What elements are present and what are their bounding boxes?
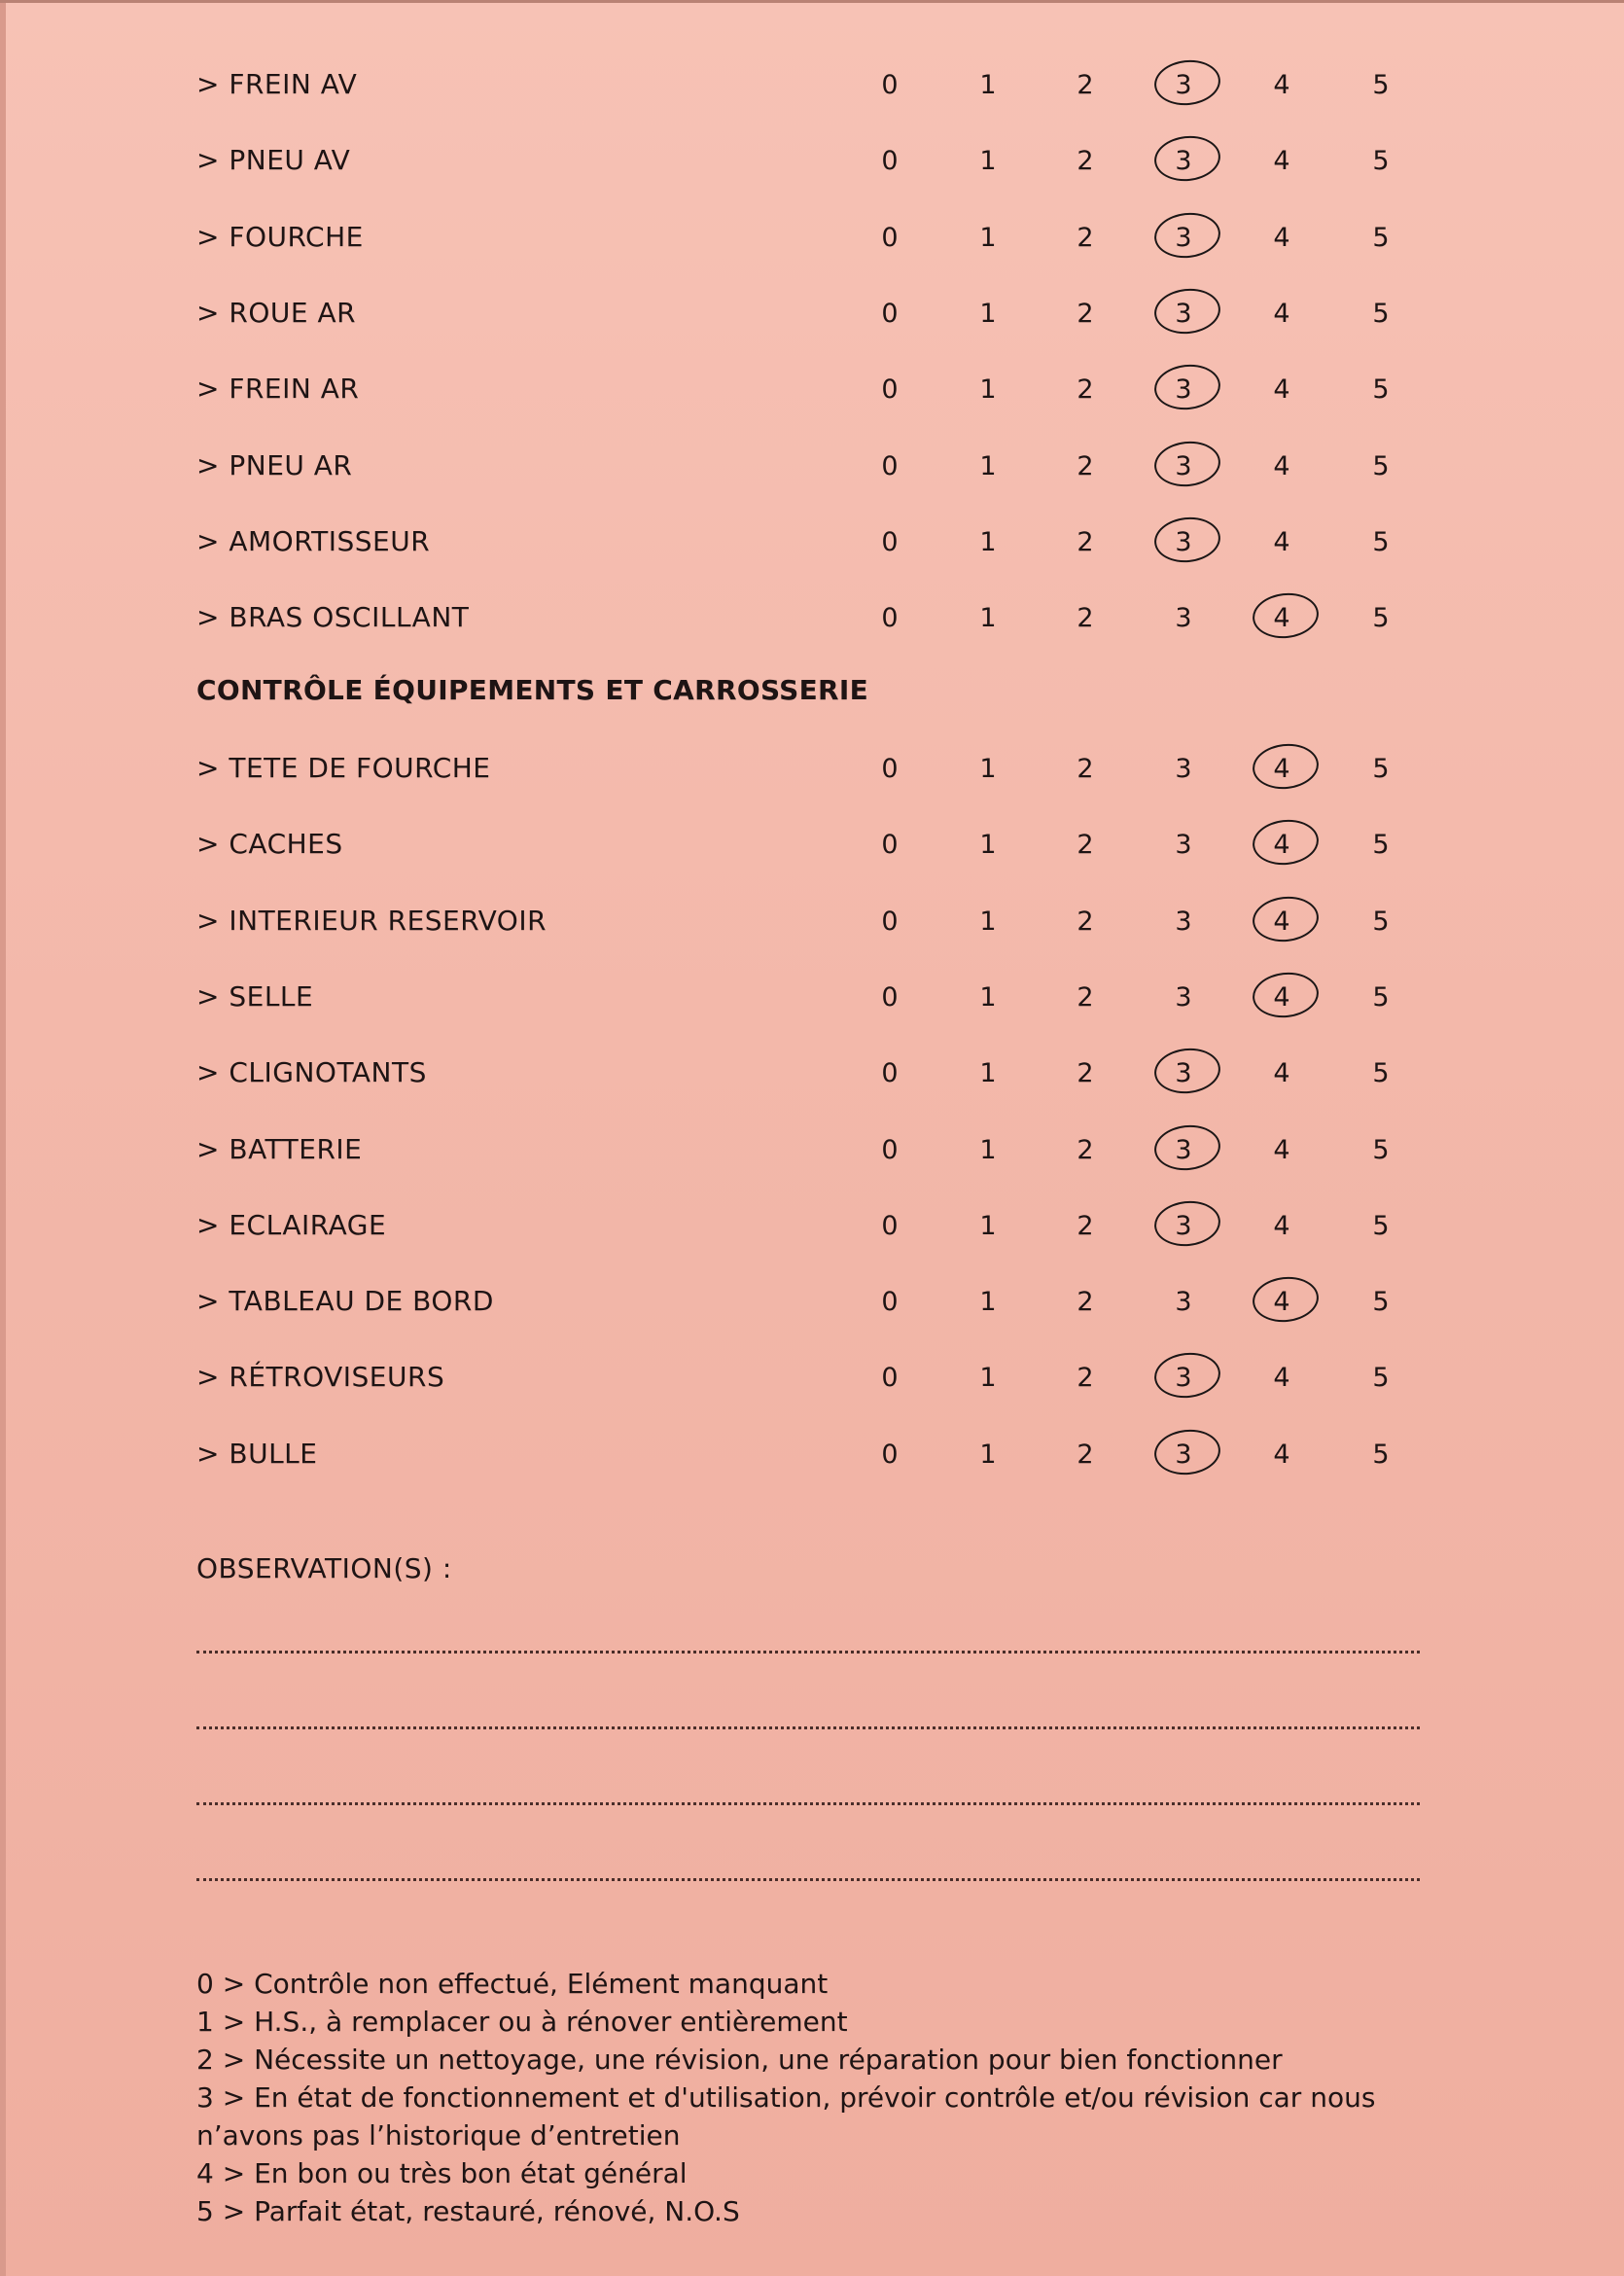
handwritten-circle-mark	[1152, 285, 1222, 337]
legend-item: 0 > Contrôle non effectué, Elément manquant	[196, 1968, 829, 2000]
rating-option-5[interactable]: 5	[1372, 146, 1390, 177]
rating-option-2[interactable]: 2	[1077, 906, 1094, 937]
rating-option-0[interactable]: 0	[881, 1058, 899, 1089]
rating-option-4[interactable]: 4	[1273, 603, 1290, 634]
handwritten-circle-mark	[1152, 438, 1222, 489]
checklist-item-label: > FOURCHE	[196, 220, 364, 253]
rating-option-0[interactable]: 0	[881, 754, 899, 784]
rating-option-3[interactable]: 3	[1175, 146, 1192, 177]
rating-option-1[interactable]: 1	[979, 450, 997, 481]
rating-option-5[interactable]: 5	[1372, 1439, 1390, 1470]
rating-option-4[interactable]: 4	[1273, 1134, 1290, 1165]
handwritten-circle-mark	[1251, 741, 1321, 793]
rating-option-2[interactable]: 2	[1077, 1363, 1094, 1394]
rating-option-5[interactable]: 5	[1372, 830, 1390, 861]
rating-option-2[interactable]: 2	[1077, 754, 1094, 784]
handwritten-circle-mark	[1152, 1426, 1222, 1477]
handwritten-circle-mark	[1152, 1121, 1222, 1173]
rating-option-1[interactable]: 1	[979, 981, 997, 1013]
rating-option-5[interactable]: 5	[1372, 374, 1390, 406]
rating-option-4[interactable]: 4	[1273, 1210, 1290, 1241]
legend-item: 4 > En bon ou très bon état général	[196, 2157, 688, 2189]
checklist-item-label: > SELLE	[196, 979, 314, 1013]
checklist-item-label: > INTERIEUR RESERVOIR	[196, 904, 547, 937]
rating-option-4[interactable]: 4	[1273, 1058, 1290, 1089]
rating-option-4[interactable]: 4	[1273, 222, 1290, 253]
rating-option-2[interactable]: 2	[1077, 1210, 1094, 1241]
rating-option-1[interactable]: 1	[979, 1287, 997, 1318]
checklist-row	[0, 1045, 1624, 1103]
rating-option-0[interactable]: 0	[881, 298, 899, 329]
checklist-row	[0, 56, 1624, 115]
checklist-row	[0, 740, 1624, 799]
legend-item: 5 > Parfait état, restauré, rénové, N.O.S	[196, 2195, 740, 2227]
handwritten-circle-mark	[1152, 1197, 1222, 1249]
rating-option-1[interactable]: 1	[979, 374, 997, 406]
rating-option-1[interactable]: 1	[979, 1134, 997, 1165]
rating-option-5[interactable]: 5	[1372, 1363, 1390, 1394]
observation-line[interactable]	[196, 1726, 1420, 1729]
legend-item: 1 > H.S., à remplacer ou à rénover entièrement	[196, 2006, 848, 2038]
rating-option-5[interactable]: 5	[1372, 298, 1390, 329]
checklist-row	[0, 1273, 1624, 1332]
checklist-item-label: > FREIN AR	[196, 373, 360, 406]
checklist-item-label: > FREIN AV	[196, 68, 358, 100]
rating-option-5[interactable]: 5	[1372, 981, 1390, 1013]
rating-option-1[interactable]: 1	[979, 1439, 997, 1470]
rating-option-4[interactable]: 4	[1273, 906, 1290, 937]
checklist-row	[0, 209, 1624, 267]
checklist-item-label: > PNEU AR	[196, 448, 353, 481]
checklist-item-label: > BULLE	[196, 1437, 318, 1470]
rating-option-0[interactable]: 0	[881, 1134, 899, 1165]
rating-option-4[interactable]: 4	[1273, 146, 1290, 177]
checklist-row	[0, 514, 1624, 572]
rating-option-0[interactable]: 0	[881, 1287, 899, 1318]
rating-option-4[interactable]: 4	[1273, 830, 1290, 861]
rating-option-2[interactable]: 2	[1077, 374, 1094, 406]
rating-option-4[interactable]: 4	[1273, 1287, 1290, 1318]
rating-option-0[interactable]: 0	[881, 374, 899, 406]
rating-option-3[interactable]: 3	[1175, 754, 1192, 784]
checklist-row	[0, 893, 1624, 951]
rating-option-0[interactable]: 0	[881, 450, 899, 481]
checklist-row	[0, 438, 1624, 496]
handwritten-circle-mark	[1152, 57, 1222, 109]
rating-option-3[interactable]: 3	[1175, 906, 1192, 937]
rating-option-2[interactable]: 2	[1077, 830, 1094, 861]
rating-option-1[interactable]: 1	[979, 830, 997, 861]
rating-option-3[interactable]: 3	[1175, 1058, 1192, 1089]
rating-option-3[interactable]: 3	[1175, 1439, 1192, 1470]
rating-option-1[interactable]: 1	[979, 1058, 997, 1089]
rating-option-3[interactable]: 3	[1175, 981, 1192, 1013]
rating-legend	[196, 1965, 1422, 2230]
checklist-item-label: > BRAS OSCILLANT	[196, 601, 470, 634]
rating-option-5[interactable]: 5	[1372, 70, 1390, 100]
rating-option-2[interactable]: 2	[1077, 1287, 1094, 1318]
checklist-row	[0, 589, 1624, 648]
rating-option-0[interactable]: 0	[881, 70, 899, 100]
observation-line[interactable]	[196, 1802, 1420, 1805]
rating-option-3[interactable]: 3	[1175, 374, 1192, 406]
rating-option-1[interactable]: 1	[979, 298, 997, 329]
rating-option-3[interactable]: 3	[1175, 1363, 1192, 1394]
handwritten-circle-mark	[1251, 590, 1321, 642]
rating-option-4[interactable]: 4	[1273, 374, 1290, 406]
rating-option-1[interactable]: 1	[979, 1210, 997, 1241]
rating-option-2[interactable]: 2	[1077, 222, 1094, 253]
rating-option-0[interactable]: 0	[881, 1439, 899, 1470]
rating-option-5[interactable]: 5	[1372, 603, 1390, 634]
rating-option-5[interactable]: 5	[1372, 1058, 1390, 1089]
rating-option-2[interactable]: 2	[1077, 146, 1094, 177]
rating-option-3[interactable]: 3	[1175, 603, 1192, 634]
rating-option-5[interactable]: 5	[1372, 754, 1390, 784]
legend-item: 3 > En état de fonctionnement et d'utilisation, prévoir contrôle et/ou révision car nous n’avons pas l’historique d’entretien	[196, 2081, 1376, 2152]
rating-option-0[interactable]: 0	[881, 906, 899, 937]
observation-line[interactable]	[196, 1878, 1420, 1881]
checklist-row	[0, 1349, 1624, 1407]
checklist-item-label: > TABLEAU DE BORD	[196, 1285, 494, 1318]
checklist-item-label: > AMORTISSEUR	[196, 524, 431, 557]
rating-option-5[interactable]: 5	[1372, 906, 1390, 937]
rating-option-4[interactable]: 4	[1273, 754, 1290, 784]
checklist-row	[0, 285, 1624, 343]
rating-option-0[interactable]: 0	[881, 1363, 899, 1394]
rating-option-5[interactable]: 5	[1372, 1210, 1390, 1241]
section-heading-equipment: CONTRÔLE ÉQUIPEMENTS ET CARROSSERIE	[196, 674, 869, 706]
rating-option-1[interactable]: 1	[979, 526, 997, 557]
rating-option-3[interactable]: 3	[1175, 1210, 1192, 1241]
rating-option-5[interactable]: 5	[1372, 450, 1390, 481]
rating-option-2[interactable]: 2	[1077, 1439, 1094, 1470]
handwritten-circle-mark	[1152, 362, 1222, 413]
checklist-row	[0, 361, 1624, 419]
rating-option-2[interactable]: 2	[1077, 298, 1094, 329]
handwritten-circle-mark	[1251, 817, 1321, 869]
handwritten-circle-mark	[1251, 1274, 1321, 1326]
rating-option-3[interactable]: 3	[1175, 222, 1192, 253]
rating-option-2[interactable]: 2	[1077, 1058, 1094, 1089]
rating-option-3[interactable]: 3	[1175, 70, 1192, 100]
paper-edge-top	[0, 0, 1624, 3]
rating-option-4[interactable]: 4	[1273, 70, 1290, 100]
rating-option-4[interactable]: 4	[1273, 1363, 1290, 1394]
rating-option-1[interactable]: 1	[979, 146, 997, 177]
rating-option-4[interactable]: 4	[1273, 981, 1290, 1013]
rating-option-4[interactable]: 4	[1273, 298, 1290, 329]
checklist-item-label: > ROUE AR	[196, 296, 357, 329]
checklist-row	[0, 1426, 1624, 1484]
handwritten-circle-mark	[1152, 1350, 1222, 1402]
rating-option-2[interactable]: 2	[1077, 70, 1094, 100]
rating-option-0[interactable]: 0	[881, 222, 899, 253]
rating-option-3[interactable]: 3	[1175, 298, 1192, 329]
rating-option-2[interactable]: 2	[1077, 603, 1094, 634]
rating-option-2[interactable]: 2	[1077, 450, 1094, 481]
rating-option-5[interactable]: 5	[1372, 526, 1390, 557]
handwritten-circle-mark	[1152, 514, 1222, 565]
rating-option-0[interactable]: 0	[881, 981, 899, 1013]
legend-item: 2 > Nécessite un nettoyage, une révision, une réparation pour bien fonctionner	[196, 2044, 1283, 2076]
checklist-item-label: > ECLAIRAGE	[196, 1208, 387, 1241]
checklist-item-label: > BATTERIE	[196, 1132, 363, 1165]
observation-line[interactable]	[196, 1651, 1420, 1654]
checklist-item-label: > CLIGNOTANTS	[196, 1056, 427, 1089]
checklist-item-label: > TETE DE FOURCHE	[196, 752, 491, 784]
handwritten-circle-mark	[1251, 969, 1321, 1020]
rating-option-3[interactable]: 3	[1175, 450, 1192, 481]
rating-option-1[interactable]: 1	[979, 603, 997, 634]
checklist-item-label: > PNEU AV	[196, 144, 351, 177]
rating-option-0[interactable]: 0	[881, 1210, 899, 1241]
rating-option-4[interactable]: 4	[1273, 526, 1290, 557]
rating-option-5[interactable]: 5	[1372, 1134, 1390, 1165]
rating-option-0[interactable]: 0	[881, 526, 899, 557]
checklist-row	[0, 969, 1624, 1027]
rating-option-1[interactable]: 1	[979, 906, 997, 937]
rating-option-2[interactable]: 2	[1077, 981, 1094, 1013]
handwritten-circle-mark	[1152, 209, 1222, 261]
rating-option-3[interactable]: 3	[1175, 1287, 1192, 1318]
rating-option-3[interactable]: 3	[1175, 1134, 1192, 1165]
checklist-row	[0, 1121, 1624, 1180]
rating-option-5[interactable]: 5	[1372, 222, 1390, 253]
observations-label: OBSERVATION(S) :	[196, 1552, 452, 1584]
rating-option-3[interactable]: 3	[1175, 830, 1192, 861]
checklist-row	[0, 1197, 1624, 1256]
rating-option-4[interactable]: 4	[1273, 450, 1290, 481]
handwritten-circle-mark	[1152, 133, 1222, 185]
checklist-item-label: > CACHES	[196, 828, 343, 861]
rating-option-3[interactable]: 3	[1175, 526, 1192, 557]
handwritten-circle-mark	[1251, 893, 1321, 944]
handwritten-circle-mark	[1152, 1046, 1222, 1097]
checklist-row	[0, 816, 1624, 874]
rating-option-2[interactable]: 2	[1077, 526, 1094, 557]
rating-option-1[interactable]: 1	[979, 754, 997, 784]
rating-option-0[interactable]: 0	[881, 146, 899, 177]
rating-option-1[interactable]: 1	[979, 70, 997, 100]
checklist-item-label: > RÉTROVISEURS	[196, 1361, 445, 1394]
checklist-row	[0, 132, 1624, 191]
rating-option-1[interactable]: 1	[979, 222, 997, 253]
rating-option-4[interactable]: 4	[1273, 1439, 1290, 1470]
rating-option-5[interactable]: 5	[1372, 1287, 1390, 1318]
rating-option-0[interactable]: 0	[881, 830, 899, 861]
rating-option-0[interactable]: 0	[881, 603, 899, 634]
rating-option-2[interactable]: 2	[1077, 1134, 1094, 1165]
rating-option-1[interactable]: 1	[979, 1363, 997, 1394]
